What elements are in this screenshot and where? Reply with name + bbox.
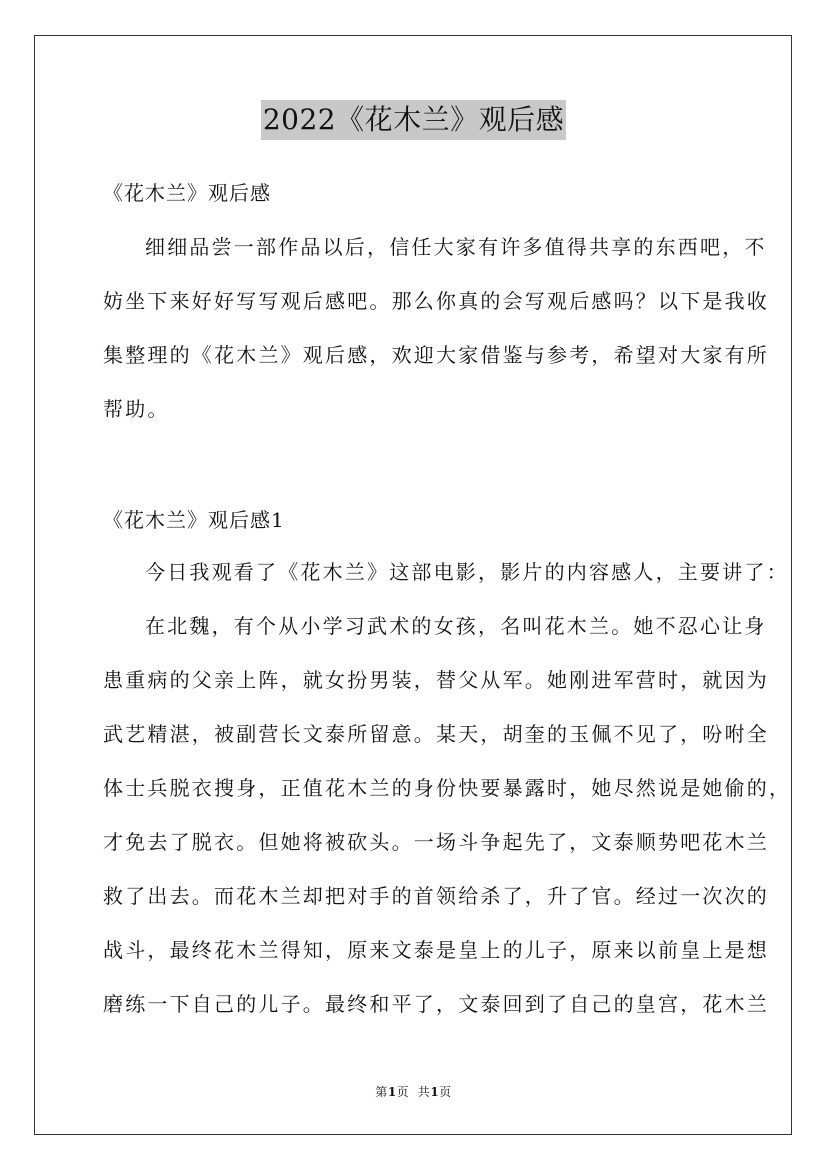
paragraph-line: 妨坐下来好好写写观后感吧。那么你真的会写观后感吗？以下是我收 [103,289,769,313]
paragraph-line: 患重病的父亲上阵，就女扮男装，替父从军。她刚进军营时，就因为 [103,668,769,692]
paragraph-line: 今日我观看了《花木兰》这部电影，影片的内容感人，主要讲了： [145,560,789,584]
page-prefix: 第 [375,1085,388,1099]
paragraph-line: 体士兵脱衣搜身，正值花木兰的身份快要暴露时，她尽然说是她偷的， [103,776,792,800]
paragraph-line: 磨练一下自己的儿子。最终和平了，文泰回到了自己的皇宫，花木兰 [103,992,769,1016]
document-title: 2022《花木兰》观后感 [261,100,566,140]
page-total: 1 [430,1085,440,1099]
section1-body [103,552,792,1038]
paragraph-line: 救了出去。而花木兰却把对手的首领给杀了，升了官。经过一次次的 [103,884,769,908]
paragraph-line: 在北魏，有个从小学习武术的女孩，名叫花木兰。她不忍心让身 [145,614,767,638]
paragraph-line: 才免去了脱衣。但她将被砍头。一场斗争起先了，文泰顺势吧花木兰 [103,830,769,854]
paragraph-line: 帮助。 [103,397,170,421]
page-footer [0,1083,827,1100]
page-current: 1 [387,1085,397,1099]
paragraph-line: 集整理的《花木兰》观后感，欢迎大家借鉴与参考，希望对大家有所 [103,343,769,367]
paragraph-line: 战斗，最终花木兰得知，原来文泰是皇上的儿子，原来以前皇上是想 [103,938,769,962]
paragraph-line: 细细品尝一部作品以后，信任大家有许多值得共享的东西吧，不 [145,235,767,259]
page-mid: 页 共 [396,1085,431,1099]
page-suffix: 页 [439,1085,452,1099]
intro-heading: 《花木兰》观后感 [103,181,271,205]
intro-paragraph [103,227,769,443]
title-wrap [0,100,827,140]
section1-heading: 《花木兰》观后感1 [103,508,285,532]
paragraph-line: 武艺精湛，被副营长文泰所留意。某天，胡奎的玉佩不见了，吩咐全 [103,722,769,746]
